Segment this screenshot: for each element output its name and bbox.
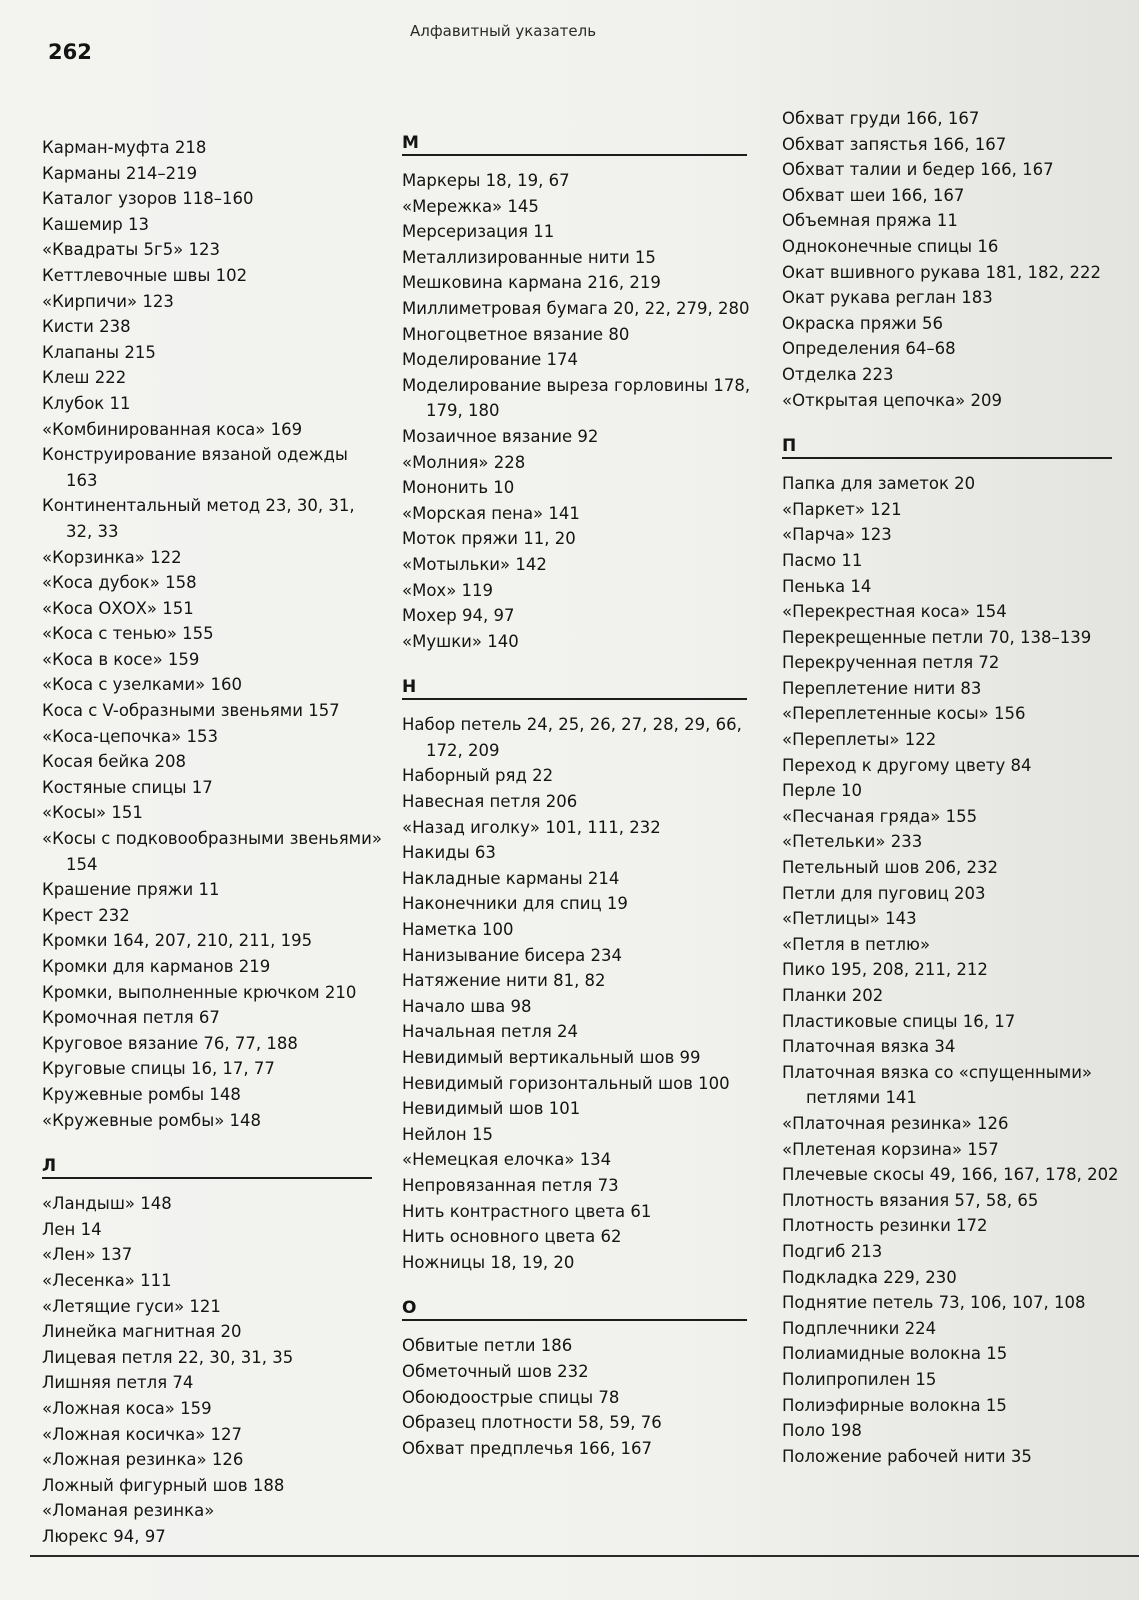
index-column-2 <box>402 132 757 1461</box>
index-entry: «Коса с узелками» 160 <box>42 675 242 695</box>
index-entry: Подплечники 224 <box>782 1318 937 1338</box>
section-spacer <box>402 1275 757 1297</box>
index-entry: Поднятие петель 73, 106, 107, 108 <box>782 1293 1086 1313</box>
index-entry: «Песчаная гряда» 155 <box>782 806 978 826</box>
index-entry: Плотность вязания 57, 58, 65 <box>782 1190 1039 1210</box>
index-entry: «Кружевные ромбы» 148 <box>42 1110 262 1130</box>
index-entry: Карман-муфта 218 <box>42 138 207 157</box>
index-entry: Окат вшивного рукава 181, 182, 222 <box>782 262 1101 282</box>
index-entry: Клапаны 215 <box>42 342 156 362</box>
section-letter: М <box>402 133 419 153</box>
index-entry: Ножницы 18, 19, 20 <box>402 1252 575 1272</box>
index-entry: Петельный шов 206, 232 <box>782 858 999 878</box>
index-entry: Конструирование вязаной одежды 163 <box>42 445 348 490</box>
index-entry: «Ломаная резинка» <box>42 1501 215 1521</box>
index-section <box>782 106 1132 413</box>
index-section <box>42 1133 382 1549</box>
index-entry: Обметочный шов 232 <box>402 1361 589 1381</box>
section-rule <box>402 154 747 156</box>
index-entry: Кашемир 13 <box>42 214 149 234</box>
index-entry: Петли для пуговиц 203 <box>782 883 986 903</box>
index-entry: «Назад иголку» 101, 111, 232 <box>402 817 661 837</box>
index-entry: Континентальный метод 23, 30, 31, 32, 33 <box>42 496 355 541</box>
index-entry: Полиамидные волокна 15 <box>782 1344 1008 1364</box>
section-spacer <box>402 654 757 676</box>
index-entry: «Петельки» 233 <box>782 832 923 852</box>
index-entry: Люрекс 94, 97 <box>42 1526 166 1546</box>
index-entry: «Переплетенные косы» 156 <box>782 704 1026 724</box>
index-entry: Мерсеризация 11 <box>402 222 555 242</box>
index-column-1 <box>42 135 382 1549</box>
index-entry: Лен 14 <box>42 1219 102 1239</box>
index-entry: Окраска пряжи 56 <box>782 313 943 333</box>
index-entry: Мозаичное вязание 92 <box>402 426 599 446</box>
index-entry: Переход к другому цвету 84 <box>782 755 1032 775</box>
section-letter: П <box>782 436 797 457</box>
index-entry: «Кирпичи» 123 <box>42 291 174 311</box>
index-entry: Мохер 94, 97 <box>402 606 515 626</box>
index-entry: «Квадраты 5г5» 123 <box>42 240 221 260</box>
index-entry: Миллиметровая бумага 20, 22, 279, 280 <box>402 298 750 318</box>
index-entry: Круговое вязание 76, 77, 188 <box>42 1033 298 1053</box>
index-entry: «Немецкая елочка» 134 <box>402 1150 612 1170</box>
index-entry: Наметка 100 <box>402 920 514 940</box>
index-entry: Обхват груди 166, 167 <box>782 109 980 128</box>
index-entry: Образец плотности 58, 59, 76 <box>402 1413 662 1433</box>
index-entry: Костяные спицы 17 <box>42 777 213 797</box>
index-entry: Платочная вязка со «спущенными» петлями 141 <box>782 1062 1093 1108</box>
index-entry: Окат рукава реглан 183 <box>782 288 993 308</box>
index-entry: «Мережка» 145 <box>402 196 539 216</box>
index-entry: Наборный ряд 22 <box>402 766 554 786</box>
index-entry: Обхват предплечья 166, 167 <box>402 1438 653 1458</box>
section-rule <box>42 1177 372 1179</box>
index-entry: Плечевые скосы 49, 166, 167, 178, 202 <box>782 1165 1119 1185</box>
index-entry: Обхват шеи 166, 167 <box>782 185 965 205</box>
index-entry: «Морская пена» 141 <box>402 503 580 523</box>
index-entry: Мешковина кармана 216, 219 <box>402 273 661 293</box>
index-entry: Кеттлевочные швы 102 <box>42 265 248 285</box>
index-entry: Круговые спицы 16, 17, 77 <box>42 1059 275 1079</box>
index-entry: Клубок 11 <box>42 393 131 413</box>
index-section <box>402 1275 757 1461</box>
index-entry: Перле 10 <box>782 781 862 801</box>
index-entry: Кромочная петля 67 <box>42 1008 220 1028</box>
index-entry: «Мотыльки» 142 <box>402 554 547 574</box>
index-entry: «Лесенка» 111 <box>42 1270 172 1290</box>
index-entry: «Ложная резинка» 126 <box>42 1450 244 1470</box>
index-entry: Нанизывание бисера 234 <box>402 945 623 965</box>
index-entry: Пасмо 11 <box>782 550 863 570</box>
index-entry: «Переплеты» 122 <box>782 730 937 750</box>
index-entry: Навесная петля 206 <box>402 792 578 812</box>
index-entry: «Ландыш» 148 <box>42 1194 172 1214</box>
index-entry: Мононить 10 <box>402 478 515 498</box>
index-entry: Отделка 223 <box>782 364 894 384</box>
index-entry: Пико 195, 208, 211, 212 <box>782 960 988 980</box>
index-entry: «Парча» 123 <box>782 525 892 545</box>
index-entry: «Коса с тенью» 155 <box>42 624 214 644</box>
index-entry: Нить основного цвета 62 <box>402 1227 622 1247</box>
index-entry: Многоцветное вязание 80 <box>402 324 630 344</box>
index-entry: Моделирование 174 <box>402 350 578 370</box>
index-entry: Наконечники для спиц 19 <box>402 894 628 914</box>
index-entry: Обвитые петли 186 <box>402 1336 573 1356</box>
index-entry: Маркеры 18, 19, 67 <box>402 171 570 190</box>
index-entry: «Петлицы» 143 <box>782 909 917 929</box>
index-entry: Обхват запястья 166, 167 <box>782 134 1007 154</box>
index-entry: Моток пряжи 11, 20 <box>402 529 576 549</box>
index-entry: Кромки, выполненные крючком 210 <box>42 982 357 1002</box>
index-entry: Косая бейка 208 <box>42 752 187 772</box>
index-entry: Перекрещенные петли 70, 138–139 <box>782 627 1092 647</box>
index-entry: «Косы» 151 <box>42 803 143 823</box>
section-letter: Л <box>42 1156 57 1177</box>
index-entry: Невидимый вертикальный шов 99 <box>402 1048 701 1067</box>
index-section <box>402 654 757 1275</box>
index-entry: Платочная вязка 34 <box>782 1037 956 1057</box>
index-entry: Начальная петля 24 <box>402 1022 578 1042</box>
section-letter: О <box>402 1298 417 1319</box>
section-rule <box>402 1319 747 1321</box>
index-entry: Переплетение нити 83 <box>782 678 982 698</box>
index-entry: Накиды 63 <box>402 843 496 863</box>
index-entry: Крест 232 <box>42 905 130 925</box>
index-section <box>782 413 1132 1469</box>
index-entry: Одноконечные спицы 16 <box>782 236 999 256</box>
index-entry: Невидимый горизонтальный шов 100 <box>402 1073 730 1093</box>
bottom-rule <box>30 1555 1139 1557</box>
index-entry: «Молния» 228 <box>402 452 526 472</box>
index-entry: Объемная пряжа 11 <box>782 211 958 231</box>
index-entry: Коса с V-образными звеньями 157 <box>42 701 340 721</box>
index-entry: Моделирование выреза горловины 178, 179, 180 <box>402 375 751 421</box>
index-entry: Непровязанная петля 73 <box>402 1175 619 1195</box>
index-entry: «Косы с подковообразными звеньями» 154 <box>42 829 382 874</box>
index-entry: Лишняя петля 74 <box>42 1373 194 1393</box>
index-entry: Определения 64–68 <box>782 339 956 359</box>
index-entry: Каталог узоров 118–160 <box>42 189 254 209</box>
index-entry: Линейка магнитная 20 <box>42 1322 242 1342</box>
index-entry: «Мох» 119 <box>402 580 494 600</box>
index-entry: Нить контрастного цвета 61 <box>402 1201 652 1221</box>
index-entry: «Платочная резинка» 126 <box>782 1113 1009 1133</box>
running-header: Алфавитный указатель <box>410 22 597 40</box>
index-entry: Натяжение нити 81, 82 <box>402 971 606 991</box>
index-entry: Карманы 214–219 <box>42 163 198 183</box>
index-section <box>42 135 382 1133</box>
index-entry: Нейлон 15 <box>402 1124 493 1144</box>
index-entry: «Коса-цепочка» 153 <box>42 726 218 746</box>
index-entry: «Ложная коса» 159 <box>42 1398 212 1418</box>
index-entry: Пластиковые спицы 16, 17 <box>782 1011 1016 1031</box>
index-entry: Набор петель 24, 25, 26, 27, 28, 29, 66, 172, 209 <box>402 715 742 760</box>
index-entry: Плотность резинки 172 <box>782 1216 988 1236</box>
index-entry: Ложный фигурный шов 188 <box>42 1475 285 1495</box>
index-entry: Пенька 14 <box>782 576 872 596</box>
index-column-3 <box>782 106 1132 1469</box>
index-entry: Обоюдоострые спицы 78 <box>402 1387 620 1407</box>
section-spacer <box>782 413 1132 435</box>
index-entry: Подкладка 229, 230 <box>782 1267 957 1287</box>
index-entry: «Коса в косе» 159 <box>42 649 200 669</box>
section-spacer <box>42 1133 382 1155</box>
page-number: 262 <box>48 40 92 64</box>
index-entry: «Плетеная корзина» 157 <box>782 1139 999 1159</box>
index-entry: Обхват талии и бедер 166, 167 <box>782 160 1054 180</box>
index-entry: Кромки 164, 207, 210, 211, 195 <box>42 931 313 951</box>
index-entry: Невидимый шов 101 <box>402 1099 581 1119</box>
index-entry: Полипропилен 15 <box>782 1369 937 1389</box>
index-entry: «Лен» 137 <box>42 1245 133 1265</box>
index-entry: Кромки для карманов 219 <box>42 957 271 976</box>
index-entry: «Коса ОХОХ» 151 <box>42 598 194 618</box>
index-entry: Перекрученная петля 72 <box>782 653 1000 673</box>
section-letter: Н <box>402 677 417 698</box>
index-entry: Металлизированные нити 15 <box>402 247 656 267</box>
section-rule <box>782 457 1112 459</box>
index-entry: Крашение пряжи 11 <box>42 880 220 900</box>
index-entry: «Паркет» 121 <box>782 499 902 519</box>
index-entry: Поло 198 <box>782 1421 862 1441</box>
index-entry: Клеш 222 <box>42 368 127 388</box>
index-entry: Лицевая петля 22, 30, 31, 35 <box>42 1347 294 1367</box>
index-entry: «Ложная косичка» 127 <box>42 1424 243 1444</box>
index-entry: «Мушки» 140 <box>402 631 519 651</box>
index-entry: Положение рабочей нити 35 <box>782 1446 1032 1466</box>
index-entry: Подгиб 213 <box>782 1241 883 1261</box>
index-entry: «Коса дубок» 158 <box>42 573 197 593</box>
index-entry: «Летящие гуси» 121 <box>42 1296 221 1316</box>
index-section <box>402 132 757 654</box>
index-entry: Полиэфирные волокна 15 <box>782 1395 1007 1415</box>
index-entry: Кружевные ромбы 148 <box>42 1084 241 1104</box>
section-rule <box>402 698 747 700</box>
index-entry: «Корзинка» 122 <box>42 547 182 567</box>
index-entry: Накладные карманы 214 <box>402 868 620 888</box>
index-entry: Кисти 238 <box>42 317 131 337</box>
index-entry: Планки 202 <box>782 986 884 1005</box>
index-entry: Папка для заметок 20 <box>782 474 976 494</box>
index-entry: «Петля в петлю» <box>782 934 931 954</box>
index-entry: Начало шва 98 <box>402 996 532 1016</box>
index-entry: «Открытая цепочка» 209 <box>782 390 1002 410</box>
index-entry: «Перекрестная коса» 154 <box>782 602 1007 622</box>
index-entry: «Комбинированная коса» 169 <box>42 419 303 439</box>
